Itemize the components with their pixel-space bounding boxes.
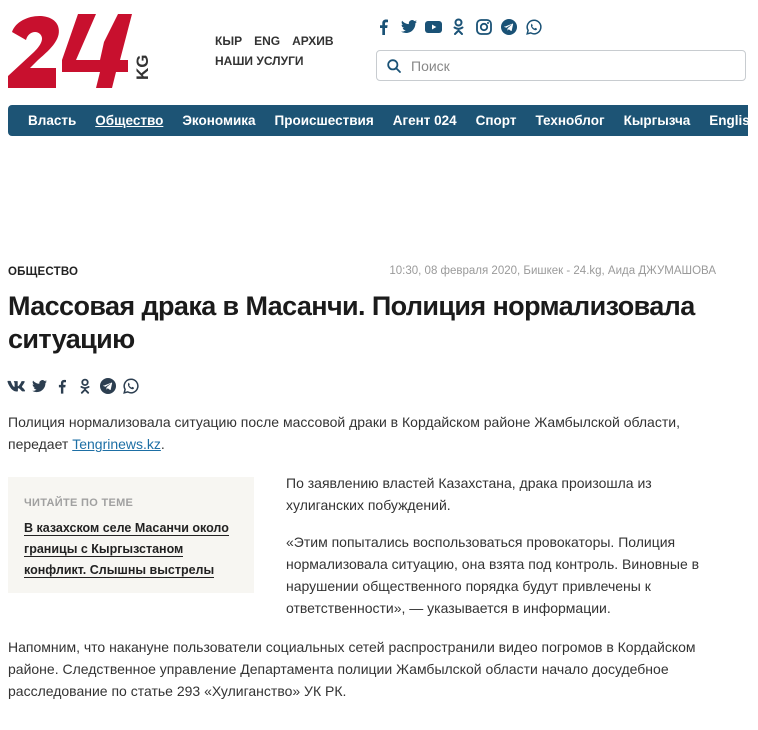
facebook-icon[interactable]	[54, 378, 70, 394]
lead-end: .	[160, 436, 165, 452]
odnoklassniki-icon[interactable]	[77, 378, 93, 394]
whatsapp-icon[interactable]	[123, 378, 139, 394]
lead-text: Полиция нормализовала ситуацию после массовой драки в Кордайском районе Жамбылской области, передает	[8, 414, 680, 452]
article-category[interactable]: ОБЩЕСТВО	[8, 266, 79, 278]
telegram-icon[interactable]	[100, 378, 116, 394]
search-box[interactable]	[376, 50, 746, 81]
twitter-icon[interactable]	[31, 378, 47, 394]
logo-suffix: KG	[133, 54, 152, 80]
nav-item-kyrgyzcha[interactable]: Кыргызча	[623, 113, 691, 128]
telegram-icon[interactable]	[500, 18, 517, 35]
whatsapp-icon[interactable]	[525, 18, 542, 35]
related-box	[8, 477, 254, 593]
article-title: Массовая драка в Масанчи. Полиция нормализовала ситуацию	[8, 291, 695, 354]
lang-link-eng[interactable]: ENG	[254, 34, 281, 48]
search-icon	[387, 59, 401, 73]
search-input[interactable]	[411, 58, 711, 74]
twitter-icon[interactable]	[400, 18, 417, 35]
header-social-icons	[375, 18, 542, 35]
nav-item-ekonomika[interactable]: Экономика	[182, 113, 256, 128]
nav-item-sport[interactable]: Спорт	[475, 113, 517, 128]
nav-item-english[interactable]: English	[709, 113, 758, 128]
article-paragraph: «Этим попытались воспользоваться провокаторы. Полиция нормализовала ситуацию, она взята под контроль. Виновные в нарушении общественного порядка будут привлечены к ответственности», — указывается в информации.	[286, 534, 700, 616]
nav-item-tekhnoblog[interactable]: Техноблог	[535, 113, 605, 128]
related-link-text[interactable]: В казахском селе Масанчи около границы с Кыргызстаном конфликт. Слышны выстрелы	[24, 521, 229, 577]
site-logo[interactable]	[8, 12, 150, 90]
youtube-icon[interactable]	[425, 18, 442, 35]
nav-item-vlast[interactable]: Власть	[28, 113, 77, 128]
odnoklassniki-icon[interactable]	[450, 18, 467, 35]
article-paragraph: По заявлению властей Казахстана, драка произошла из хулиганских побуждений.	[286, 475, 652, 513]
instagram-icon[interactable]	[475, 18, 492, 35]
nav-item-proisshestviya[interactable]: Происшествия	[274, 113, 374, 128]
vk-icon[interactable]	[8, 378, 24, 394]
facebook-icon[interactable]	[375, 18, 392, 35]
article-meta: 10:30, 08 февраля 2020, Бишкек - 24.kg, Аида ДЖУМАШОВА	[389, 265, 716, 277]
lang-link-kyr[interactable]: КЫР	[215, 34, 243, 48]
services-link[interactable]: НАШИ УСЛУГИ	[215, 54, 304, 68]
nav-item-obshchestvo[interactable]: Общество	[95, 113, 164, 128]
source-link[interactable]: Tengrinews.kz	[72, 436, 161, 452]
share-icons	[8, 378, 139, 394]
article-lead	[8, 411, 708, 455]
main-nav	[8, 105, 758, 136]
archive-link[interactable]: АРХИВ	[292, 34, 334, 48]
related-heading: ЧИТАЙТЕ ПО ТЕМЕ	[24, 497, 134, 509]
nav-item-agent-024[interactable]: Агент 024	[392, 113, 457, 128]
language-links	[215, 34, 334, 48]
article-paragraph: Напомним, что накануне пользователи социальных сетей распространили видео погромов в Кордайском районе. Следственное управление Департамента полиции Жамбылской области начало досудебное расследование по статье 293 «Хулиганство» УК РК.	[8, 639, 696, 699]
related-link[interactable]	[24, 518, 238, 581]
